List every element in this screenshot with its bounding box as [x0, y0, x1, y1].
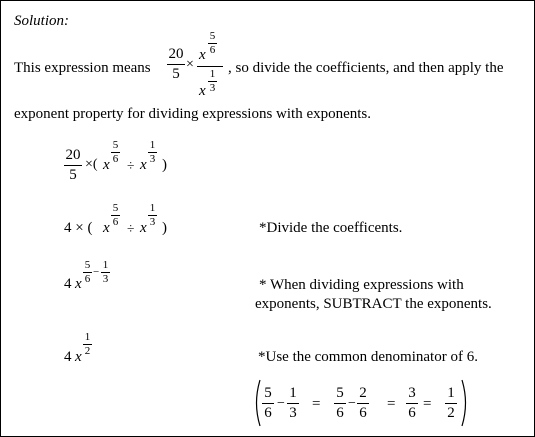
intro-prefix: This expression means — [14, 60, 151, 76]
step3-exp1 — [83, 260, 92, 285]
intro-variable-fraction — [197, 31, 227, 101]
step2-exp1-den: 6 — [112, 216, 119, 228]
step4-note: *Use the common denominator of 6. — [258, 349, 478, 365]
work-eq2: = — [387, 396, 396, 412]
step1-exp1 — [111, 140, 120, 165]
step2-divide: ÷ — [127, 221, 135, 236]
step3-exp2-num: 1 — [102, 259, 109, 271]
intro-bottom-exp-num: 1 — [209, 68, 216, 80]
step3-note-line2: exponents, SUBTRACT the exponents. — [255, 296, 492, 312]
step3-var: x — [75, 276, 82, 292]
step2-exp1-num: 5 — [112, 202, 119, 214]
step3-exp2 — [101, 260, 110, 285]
step1-exp2-num: 1 — [149, 139, 156, 151]
work-f5-den: 6 — [408, 405, 416, 421]
intro-top-exponent — [208, 31, 217, 56]
work-frac1 — [262, 386, 274, 421]
work-minus2: − — [348, 396, 356, 411]
step2-var1: x — [103, 220, 110, 236]
step3-minus: − — [93, 266, 100, 278]
step3-exp1-den: 6 — [84, 273, 91, 285]
step4-exp — [83, 332, 92, 357]
intro-coef-num: 20 — [168, 46, 184, 62]
step2-exp2-den: 3 — [149, 216, 156, 228]
step4-var: x — [75, 349, 82, 365]
work-f3-den: 6 — [336, 405, 344, 421]
left-paren — [252, 379, 262, 427]
intro-top-exp-den: 6 — [209, 44, 216, 56]
step2-var2: x — [140, 220, 147, 236]
intro-bottom-var: x — [199, 83, 206, 99]
intro-line2: exponent property for dividing expressions with exponents. — [14, 106, 372, 122]
step1-divide: ÷ — [127, 158, 135, 173]
step1-exp1-den: 6 — [112, 153, 119, 165]
work-f1-den: 6 — [264, 405, 272, 421]
work-f6-num: 1 — [447, 385, 455, 401]
work-frac4 — [357, 386, 369, 421]
intro-times: × — [186, 57, 194, 72]
step1-var1: x — [103, 157, 110, 173]
step3-coef: 4 — [64, 276, 72, 292]
step1-open: ×( — [85, 157, 98, 172]
step1-coef-den: 5 — [69, 167, 77, 183]
step1-exp1-num: 5 — [112, 139, 119, 151]
step1-var2: x — [140, 157, 147, 173]
work-f1-num: 5 — [264, 385, 272, 401]
intro-bottom-exp-den: 3 — [209, 82, 216, 94]
intro-bottom-exponent — [208, 69, 217, 94]
work-frac3 — [334, 386, 346, 421]
step1-coefficient — [64, 148, 82, 183]
intro-suffix: , so divide the coefficients, and then apply the — [228, 60, 504, 76]
work-f2-den: 3 — [289, 405, 297, 421]
step2-exp2 — [148, 203, 157, 228]
step3-note-line1: * When dividing expressions with — [259, 277, 464, 293]
step2-exp1 — [111, 203, 120, 228]
work-f4-den: 6 — [359, 405, 367, 421]
step1-exp2 — [148, 140, 157, 165]
work-f5-num: 3 — [408, 385, 416, 401]
work-frac5 — [406, 386, 418, 421]
step2-close: ) — [162, 220, 167, 236]
work-eq1: = — [312, 396, 321, 412]
work-eq3: = — [423, 396, 432, 412]
intro-coef-den: 5 — [172, 66, 180, 82]
work-f3-num: 5 — [336, 385, 344, 401]
intro-top-var: x — [199, 47, 206, 63]
step1-exp2-den: 3 — [149, 153, 156, 165]
heading-text: Solution — [14, 13, 65, 29]
heading-colon: : — [64, 13, 70, 29]
step1-coef-num: 20 — [65, 147, 81, 163]
right-paren — [460, 379, 470, 427]
work-f6-den: 2 — [447, 405, 455, 421]
intro-coefficient-fraction — [167, 47, 185, 82]
step3-exp1-num: 5 — [84, 259, 91, 271]
step4-coef: 4 — [64, 349, 72, 365]
step2-note: *Divide the coefficents. — [259, 220, 403, 236]
intro-main-bar — [197, 66, 223, 67]
step3-exp2-den: 3 — [102, 273, 109, 285]
step2-coef: 4 × ( — [64, 220, 93, 236]
step4-exp-num: 1 — [84, 331, 91, 343]
work-frac2 — [287, 386, 299, 421]
work-f2-num: 1 — [289, 385, 297, 401]
work-minus1: − — [277, 396, 285, 411]
step2-exp2-num: 1 — [149, 202, 156, 214]
step1-close: ) — [162, 157, 167, 173]
work-frac6 — [445, 386, 457, 421]
solution-heading — [14, 14, 69, 29]
work-f4-num: 2 — [359, 385, 367, 401]
step4-exp-den: 2 — [84, 345, 91, 357]
intro-top-exp-num: 5 — [209, 30, 216, 42]
